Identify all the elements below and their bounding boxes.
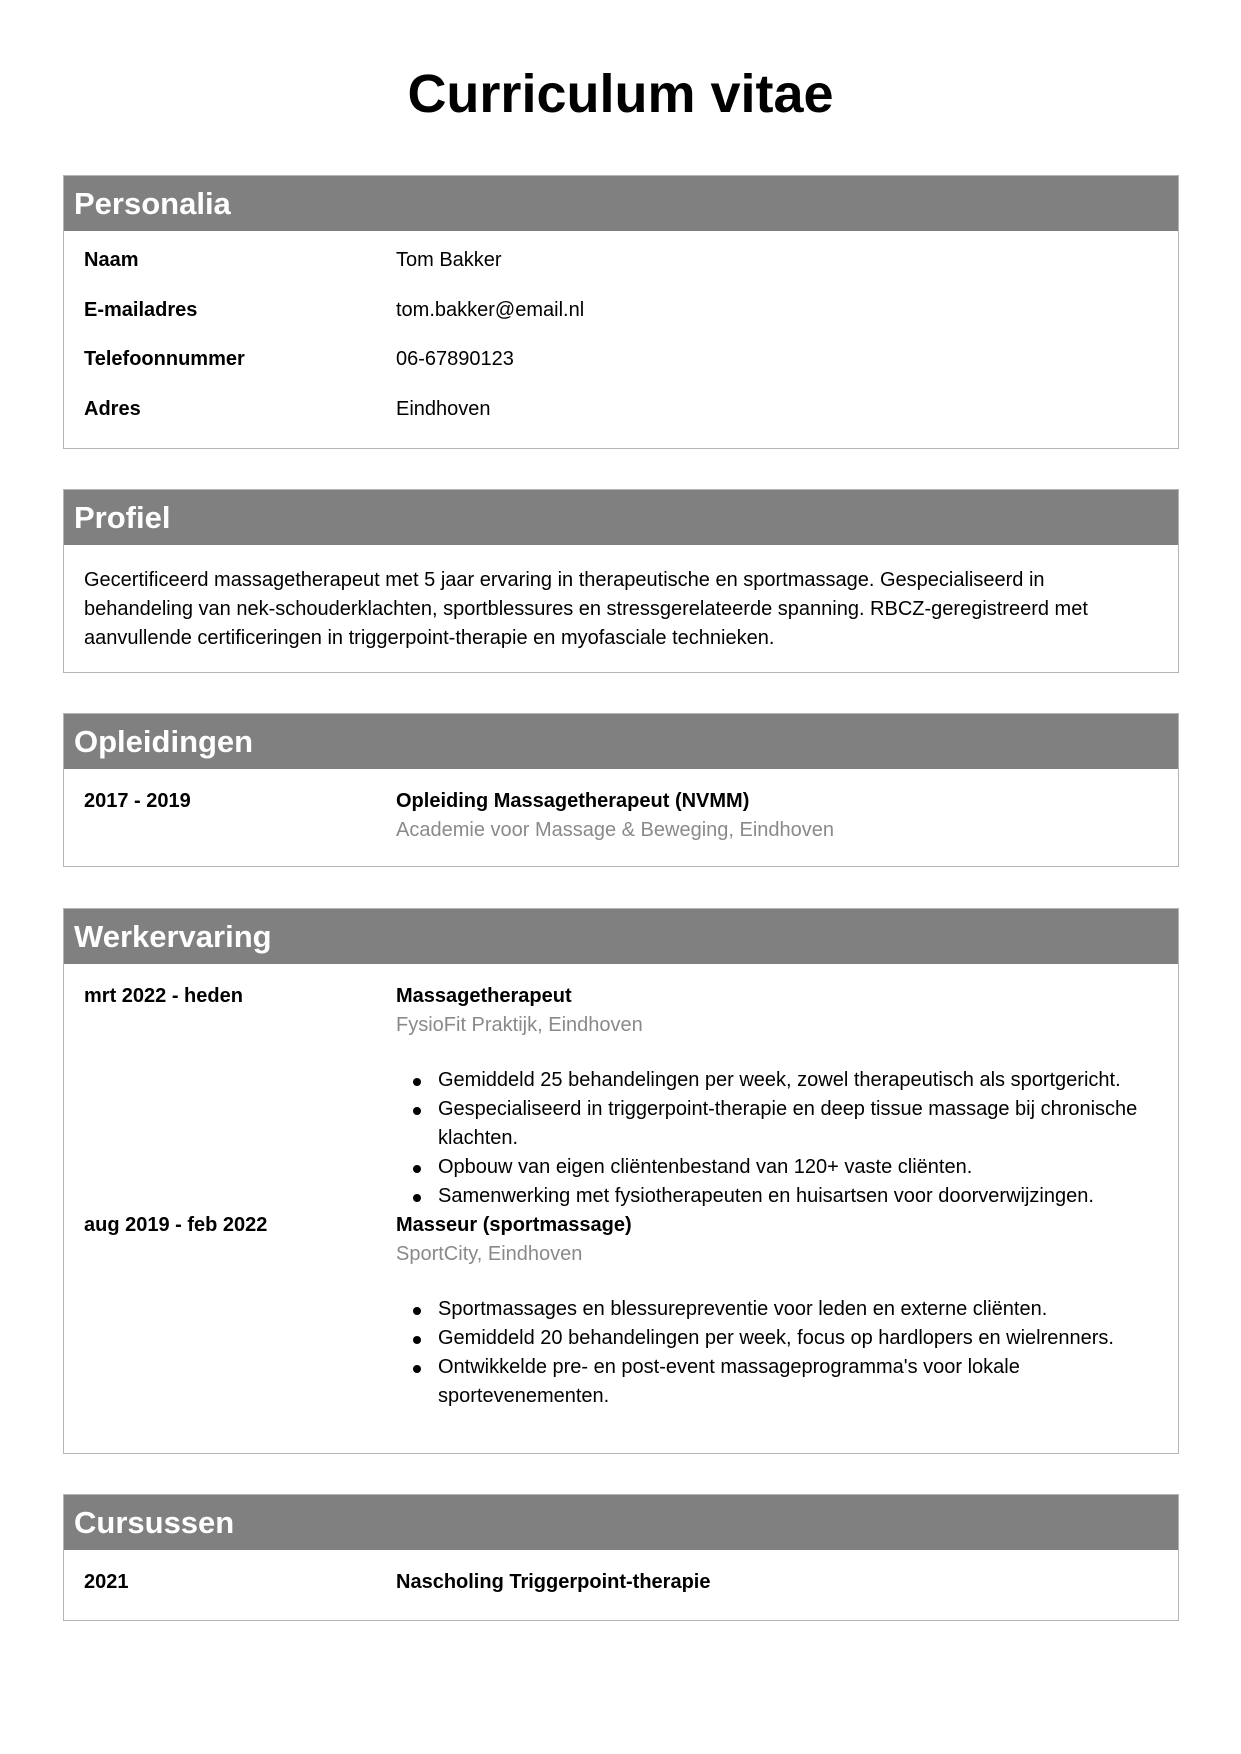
row-label: E-mailadres [84,298,198,321]
row-value: Tom Bakker [396,249,502,271]
bullet-item: Gemiddeld 20 behandelingen per week, focus op hardlopers en wielrenners. [396,1324,1158,1353]
entry-date: 2021 [84,1571,129,1593]
bullet-item: Gemiddeld 25 behandelingen per week, zowel therapeutisch als sportgericht. [396,1066,1158,1095]
row-label: Naam [84,249,139,271]
bullet-item: Sportmassages en blessurepreventie voor leden en externe cliënten. [396,1295,1158,1324]
section-heading: Profiel [64,490,1178,545]
personal-row-phone [84,345,1158,395]
entry-title: Nascholing Triggerpoint-therapie [396,1571,711,1593]
section-heading: Personalia [64,176,1178,231]
section-heading: Opleidingen [64,714,1178,769]
bullet-list [396,1295,1158,1411]
bullet-list [396,1066,1158,1211]
bullet-item: Samenwerking met fysiotherapeuten en huisartsen voor doorverwijzingen. [396,1182,1158,1211]
section-heading: Werkervaring [64,909,1178,964]
row-value: tom.bakker@email.nl [396,298,585,321]
section-cursussen [63,1494,1179,1621]
entry-organization: Academie voor Massage & Beweging, Eindhoven [396,819,835,841]
entry-title: Masseur (sportmassage) [396,1214,632,1236]
page-title: Curriculum vitae [407,64,834,124]
bullet-item: Ontwikkelde pre- en post-event massageprogramma's voor lokale sportevenementen. [396,1353,1158,1411]
section-opleidingen [63,713,1179,867]
section-personalia [63,175,1179,449]
work-entry [84,1211,1158,1411]
entry-title: Opleiding Massagetherapeut (NVMM) [396,790,750,812]
row-value: Eindhoven [396,397,491,420]
course-entry [84,1568,1158,1597]
entry-content [396,1568,1158,1597]
entry-title: Massagetherapeut [396,985,572,1007]
row-value: 06-67890123 [396,348,514,371]
education-entry [84,787,1158,845]
bullet-item: Gespecialiseerd in triggerpoint-therapie en deep tissue massage bij chronische klachten. [396,1095,1158,1153]
personal-row-address [84,395,1158,445]
entry-content [396,982,1158,1211]
profile-text: Gecertificeerd massagetherapeut met 5 jaar ervaring in therapeutische en sportmassage. Gespecialiseerd in behandeling van nek-schouderklachten, sportblessures en stressgerelateerde spanning. RBCZ-geregistreerd met aanvullende certificeringen in triggerpoint-therapie en myofasciale technieken. [84,569,1088,649]
entry-date: aug 2019 - feb 2022 [84,1214,268,1236]
personal-row-name [84,246,1158,296]
bullet-item: Opbouw van eigen cliëntenbestand van 120+ vaste cliënten. [396,1153,1158,1182]
entry-date: mrt 2022 - heden [84,985,243,1007]
entry-content [396,1211,1158,1411]
entry-date: 2017 - 2019 [84,790,191,812]
personal-row-email [84,296,1158,346]
entry-content [396,787,1158,845]
work-entry [84,982,1158,1211]
section-werkervaring [63,908,1179,1454]
entry-organization: SportCity, Eindhoven [396,1243,583,1265]
section-profiel [63,489,1179,673]
section-heading: Cursussen [64,1495,1178,1550]
entry-organization: FysioFit Praktijk, Eindhoven [396,1014,643,1036]
row-label: Telefoonnummer [84,348,245,371]
row-label: Adres [84,397,141,420]
